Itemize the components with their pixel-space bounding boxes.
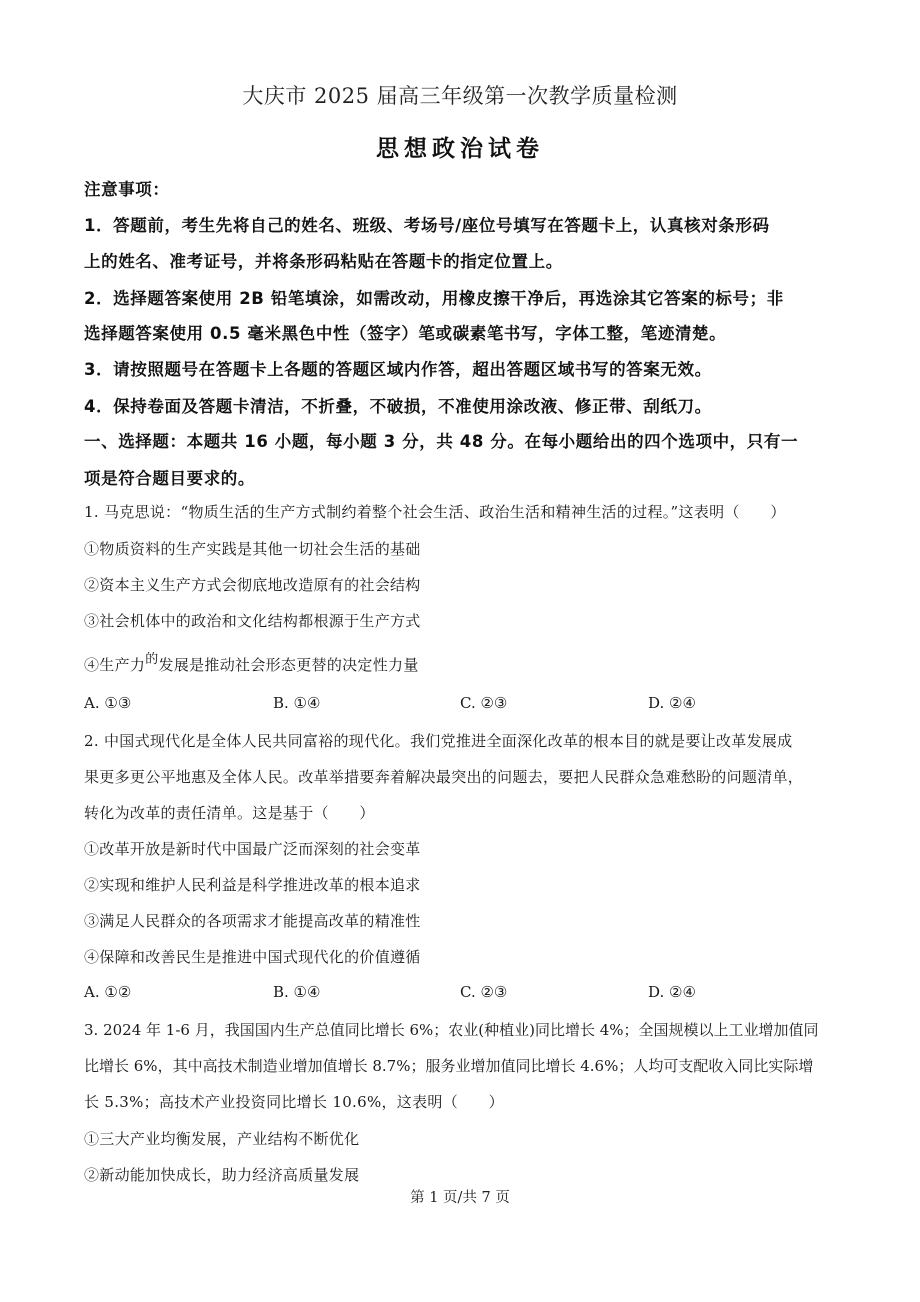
statement: ②新动能加快成长，助力经济高质量发展 [84,1166,360,1184]
notice-heading: 注意事项： [84,180,170,199]
exam-subtitle: 思想政治试卷 [376,136,544,162]
question-stem: 3. 2024 年 1-6 月，我国国内生产总值同比增长 6%；农业(种植业)同比增长 4%；全国规模以上工业增加值同 [84,1021,819,1039]
section-heading: 项是符合题目要求的。 [84,469,255,488]
option-c: C. ②③ [460,694,508,712]
statement-superscript: 的 [145,652,159,667]
notice-line: 4．保持卷面及答题卡清洁，不折叠，不破损，不准使用涂改液、修正带、刮纸刀。 [84,397,712,416]
statement: ①改革开放是新时代中国最广泛而深刻的社会变革 [84,840,421,858]
statement: ③社会机体中的政治和文化结构都根源于生产方式 [84,612,421,630]
statement: ③满足人民群众的各项需求才能提高改革的精准性 [84,912,421,930]
statement-suffix: 发展是推动社会形态更替的决定性力量 [158,656,419,674]
option-a: A. ①③ [84,694,132,712]
question-stem: 1. 马克思说：“物质生活的生产方式制约着整个社会生活、政治生活和精神生活的过程。”这表明（ ） [84,503,786,521]
question-stem: 长 5.3%；高技术产业投资同比增长 10.6%，这表明（ ） [84,1093,504,1111]
question-stem: 2. 中国式现代化是全体人民共同富裕的现代化。我们党推进全面深化改革的根本目的就是要让改革发展成 [84,732,793,750]
page-number: 第 1 页/共 7 页 [410,1190,510,1206]
notice-line: 1．答题前，考生先将自己的姓名、班级、考场号/座位号填写在答题卡上，认真核对条形码 [84,216,770,235]
statement: ①物质资料的生产实践是其他一切社会生活的基础 [84,540,421,558]
question-stem: 转化为改革的责任清单。这是基于（ ） [84,804,375,822]
notice-line: 选择题答案使用 0.5 毫米黑色中性（签字）笔或碳素笔书写，字体工整，笔迹清楚。 [84,324,727,343]
option-c: C. ②③ [460,983,508,1001]
notice-line: 上的姓名、准考证号，并将条形码粘贴在答题卡的指定位置上。 [84,252,563,271]
statement [84,654,419,675]
section-heading: 一、选择题：本题共 16 小题，每小题 3 分，共 48 分。在每小题给出的四个选项中，只有一 [84,432,799,451]
statement-prefix: ④生产力 [84,656,146,674]
question-stem: 比增长 6%，其中高技术制造业增加值增长 8.7%；服务业增加值同比增长 4.6%；人均可支配收入同比实际增 [84,1057,814,1075]
option-b: B. ①④ [273,694,321,712]
statement: ②资本主义生产方式会彻底地改造原有的社会结构 [84,576,421,594]
statement: ④保障和改善民生是推进中国式现代化的价值遵循 [84,948,421,966]
option-d: D. ②④ [648,983,696,1001]
question-stem: 果更多更公平地惠及全体人民。改革举措要奔着解决最突出的问题去，要把人民群众急难愁盼的问题清单， [84,768,804,786]
exam-title: 大庆市 2025 届高三年级第一次教学质量检测 [242,84,678,108]
notice-line: 2．选择题答案使用 2B 铅笔填涂，如需改动，用橡皮擦干净后，再选涂其它答案的标号；非 [84,289,784,308]
option-b: B. ①④ [273,983,321,1001]
option-d: D. ②④ [648,694,696,712]
option-a: A. ①② [84,983,132,1001]
statement: ①三大产业均衡发展，产业结构不断优化 [84,1130,360,1148]
statement: ②实现和维护人民利益是科学推进改革的根本追求 [84,876,421,894]
notice-line: 3．请按照题号在答题卡上各题的答题区域内作答，超出答题区域书写的答案无效。 [84,360,712,379]
